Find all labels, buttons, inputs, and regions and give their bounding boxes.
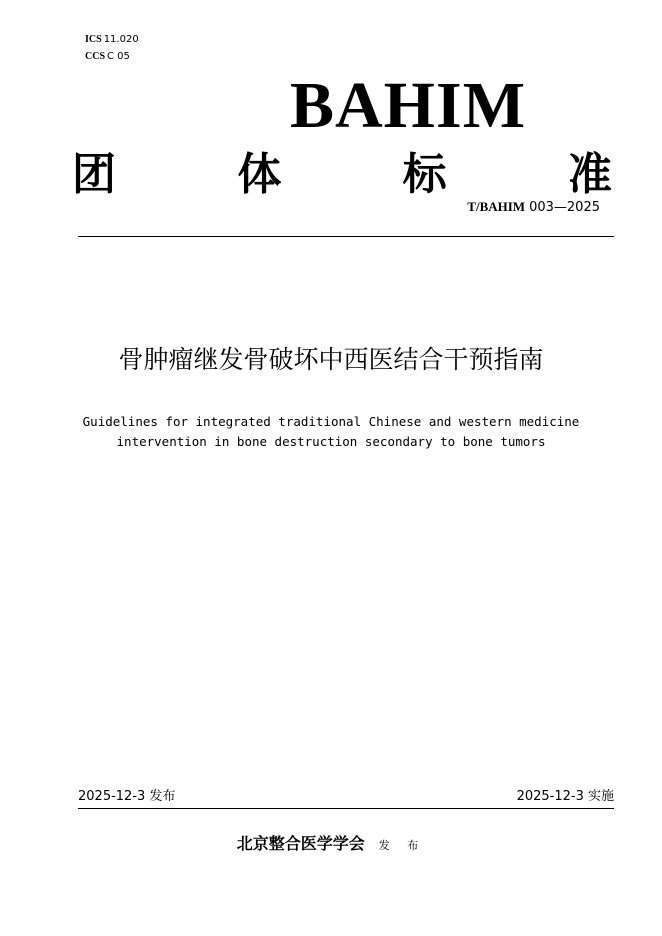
- organization-mark: BAHIM: [290, 69, 526, 142]
- footer-divider: [78, 808, 614, 809]
- english-title-line: Guidelines for integrated traditional Chinese and western medicine: [82, 414, 580, 429]
- standard-type-char: 准: [567, 149, 612, 200]
- publish-word: 发 布: [378, 839, 426, 852]
- ccs-value: C 05: [107, 51, 130, 62]
- publisher-line: [0, 832, 662, 858]
- ccs-code: [85, 51, 130, 63]
- issue-date: 2025-12-3 发布: [78, 789, 176, 804]
- document-title-english: [0, 412, 662, 452]
- publisher-name: 北京整合医学学会: [236, 834, 365, 853]
- ics-code: [85, 34, 139, 46]
- standard-type-char: 标: [402, 149, 447, 200]
- standard-number-value: 003—2025: [529, 200, 600, 215]
- header-divider: [78, 236, 614, 237]
- standard-number: [467, 198, 600, 217]
- english-title-line: intervention in bone destruction secondary to bone tumors: [116, 434, 546, 449]
- ccs-label: CCS: [85, 51, 106, 62]
- implementation-date: 2025-12-3 实施: [516, 789, 614, 804]
- standard-type-char: 团: [72, 149, 116, 200]
- ics-label: ICS: [85, 34, 102, 45]
- standard-type-heading: [72, 145, 612, 205]
- ics-value: 11.020: [103, 34, 139, 45]
- standard-type-char: 体: [237, 149, 282, 200]
- standard-number-prefix: T/BAHIM: [467, 199, 526, 214]
- document-title-chinese: 骨肿瘤继发骨破坏中西医结合干预指南: [118, 345, 544, 374]
